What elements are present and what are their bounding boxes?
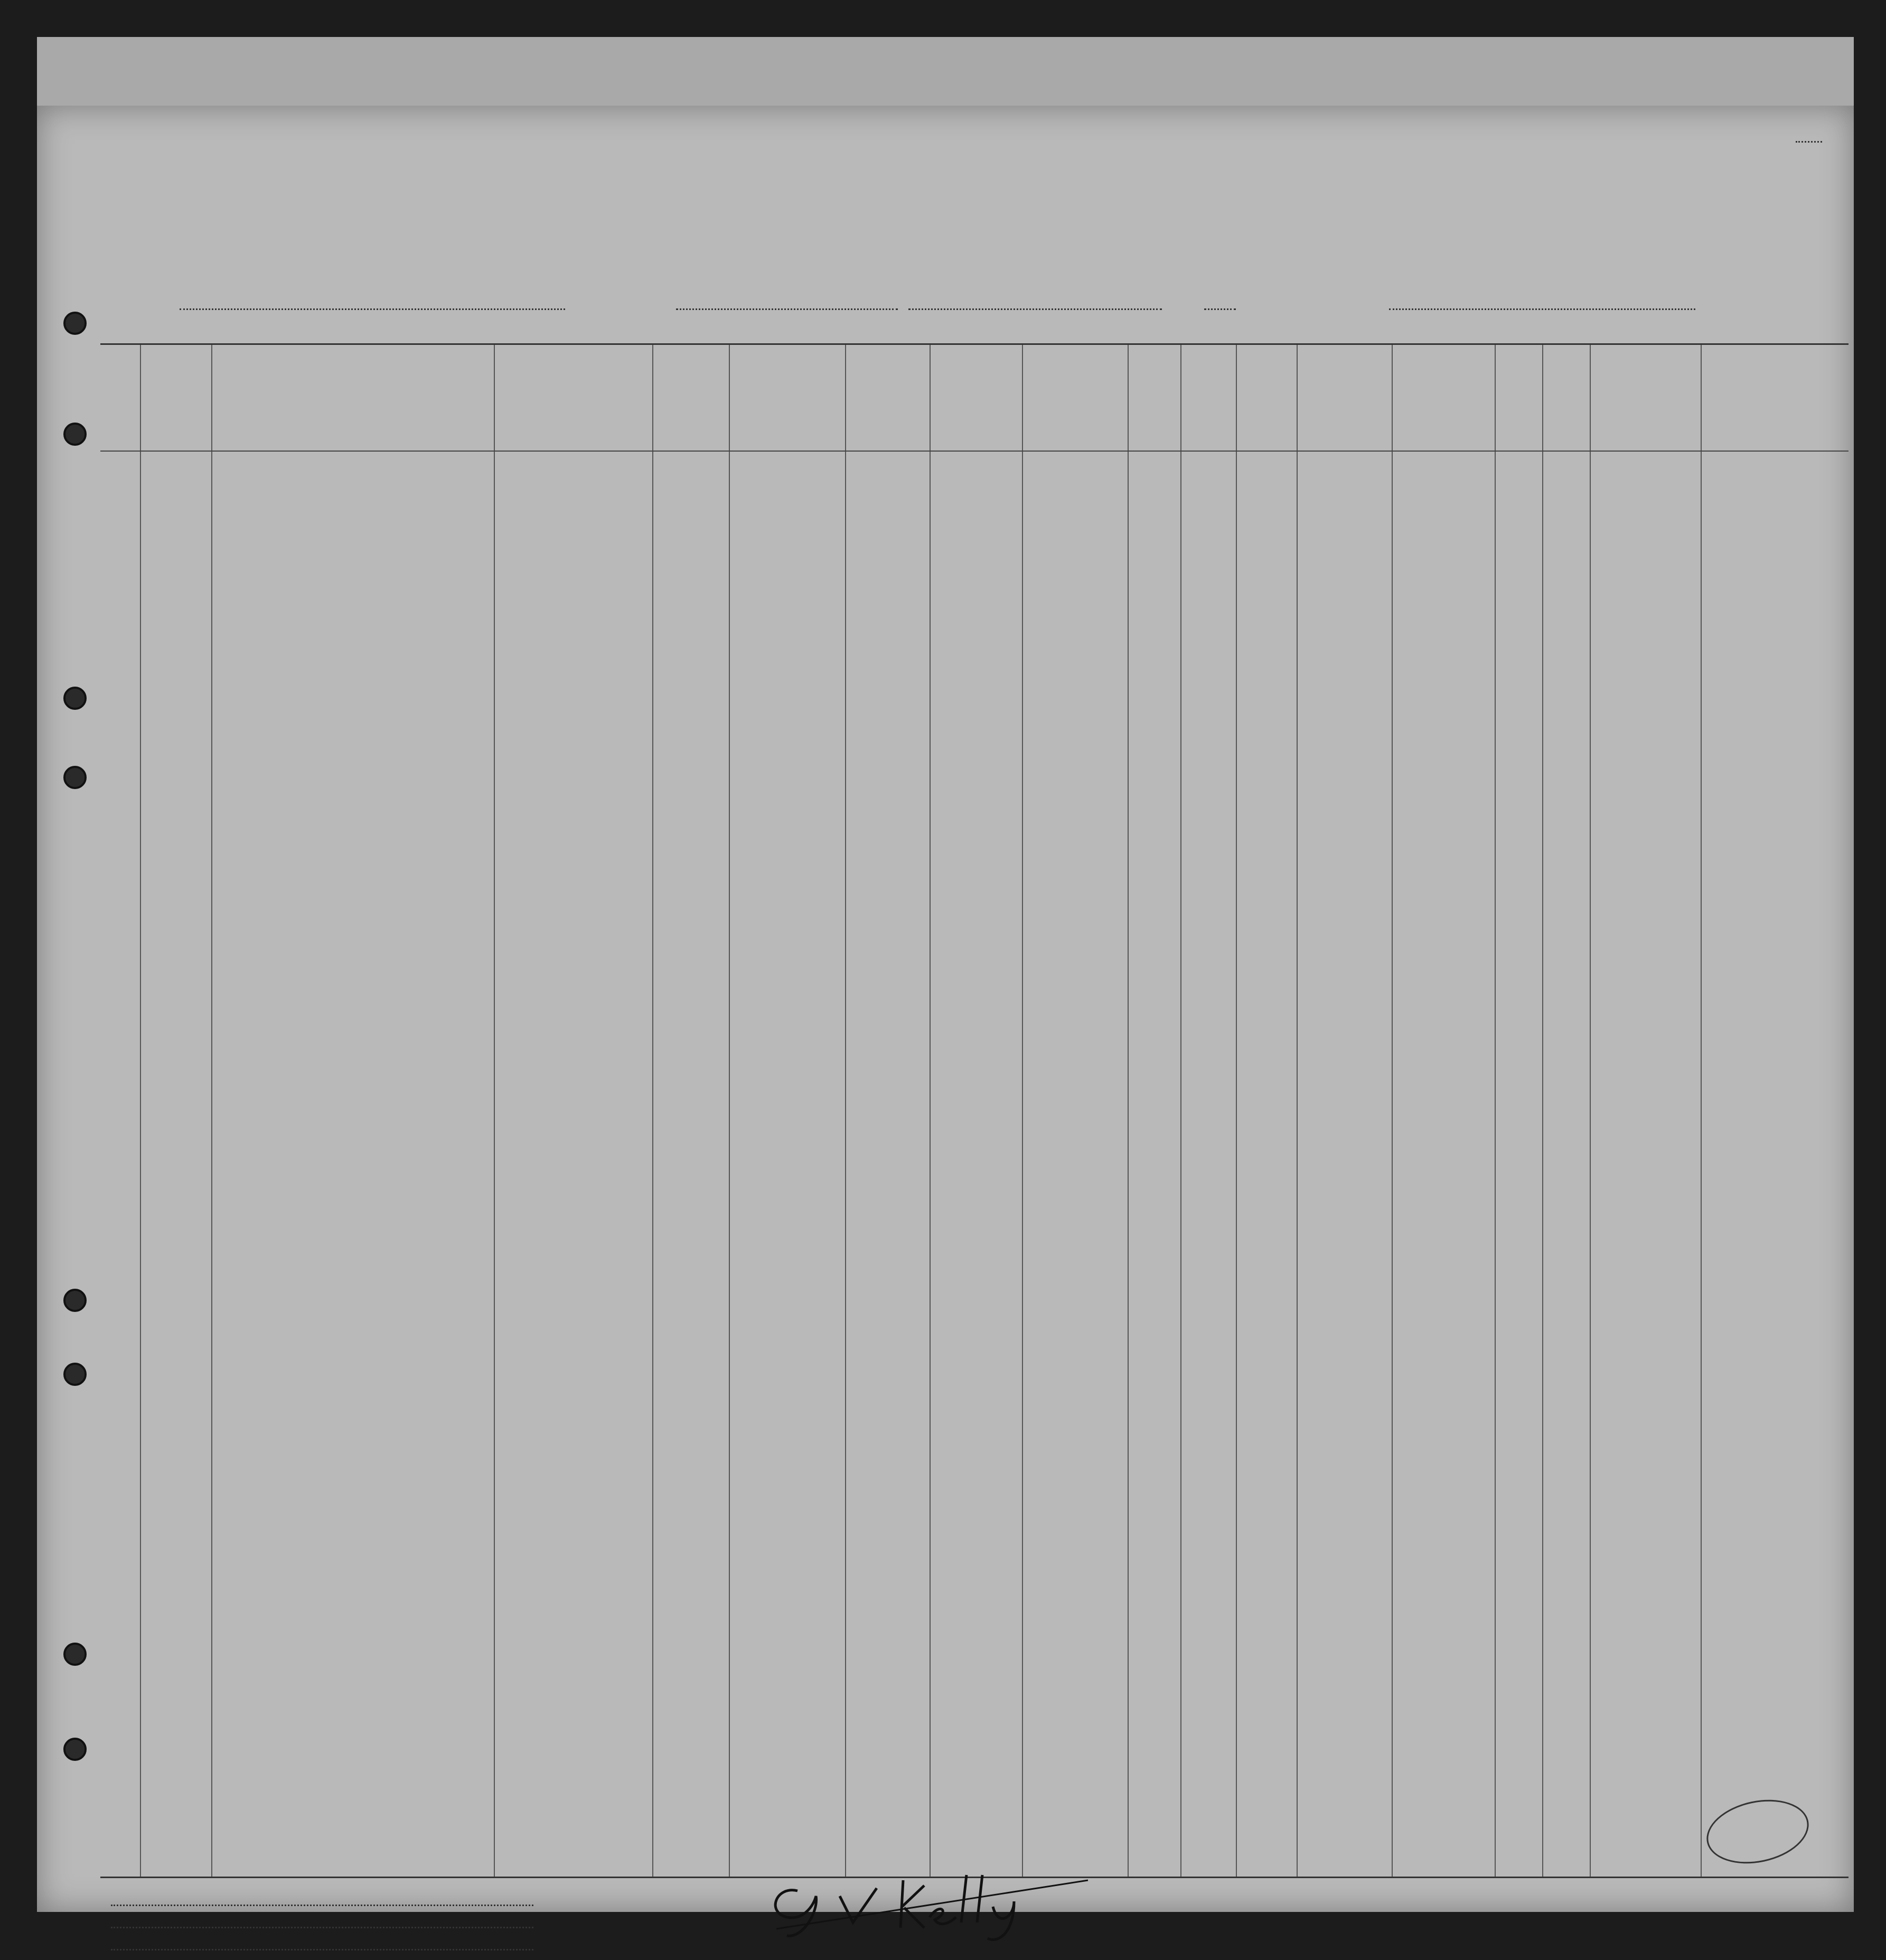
binder-hole (63, 1289, 87, 1312)
column-divider (140, 345, 141, 1877)
column-divider (729, 345, 730, 1877)
column-divider (845, 345, 846, 1877)
footer-fields (106, 1893, 533, 1960)
column-divider (930, 345, 931, 1877)
binder-hole (63, 1738, 87, 1761)
column-divider (211, 345, 212, 1877)
column-divider (1392, 345, 1393, 1877)
column-divider (1590, 345, 1591, 1877)
column-divider (1022, 345, 1023, 1877)
manifest-table (100, 343, 1849, 1878)
inspector-signature (766, 1870, 1093, 1944)
column-divider (652, 345, 653, 1877)
sheet-number (1796, 121, 1822, 143)
column-divider (1236, 345, 1237, 1877)
binder-hole (63, 687, 87, 710)
binder-hole (63, 312, 87, 335)
sheet-value (1796, 123, 1822, 143)
column-divider (1542, 345, 1543, 1877)
binder-hole (63, 1363, 87, 1386)
column-divider (1128, 345, 1129, 1877)
column-divider (1297, 345, 1298, 1877)
header-divider (100, 451, 1849, 452)
column-divider (1495, 345, 1496, 1877)
top-strip (37, 37, 1854, 108)
vessel-line (116, 285, 1701, 317)
manifest-page (37, 106, 1854, 1912)
column-divider (494, 345, 495, 1877)
column-divider (1180, 345, 1181, 1877)
column-divider (1701, 345, 1702, 1877)
binder-hole (63, 423, 87, 446)
binder-hole (63, 766, 87, 789)
form-header-right (1796, 121, 1822, 143)
binder-hole (63, 1643, 87, 1666)
